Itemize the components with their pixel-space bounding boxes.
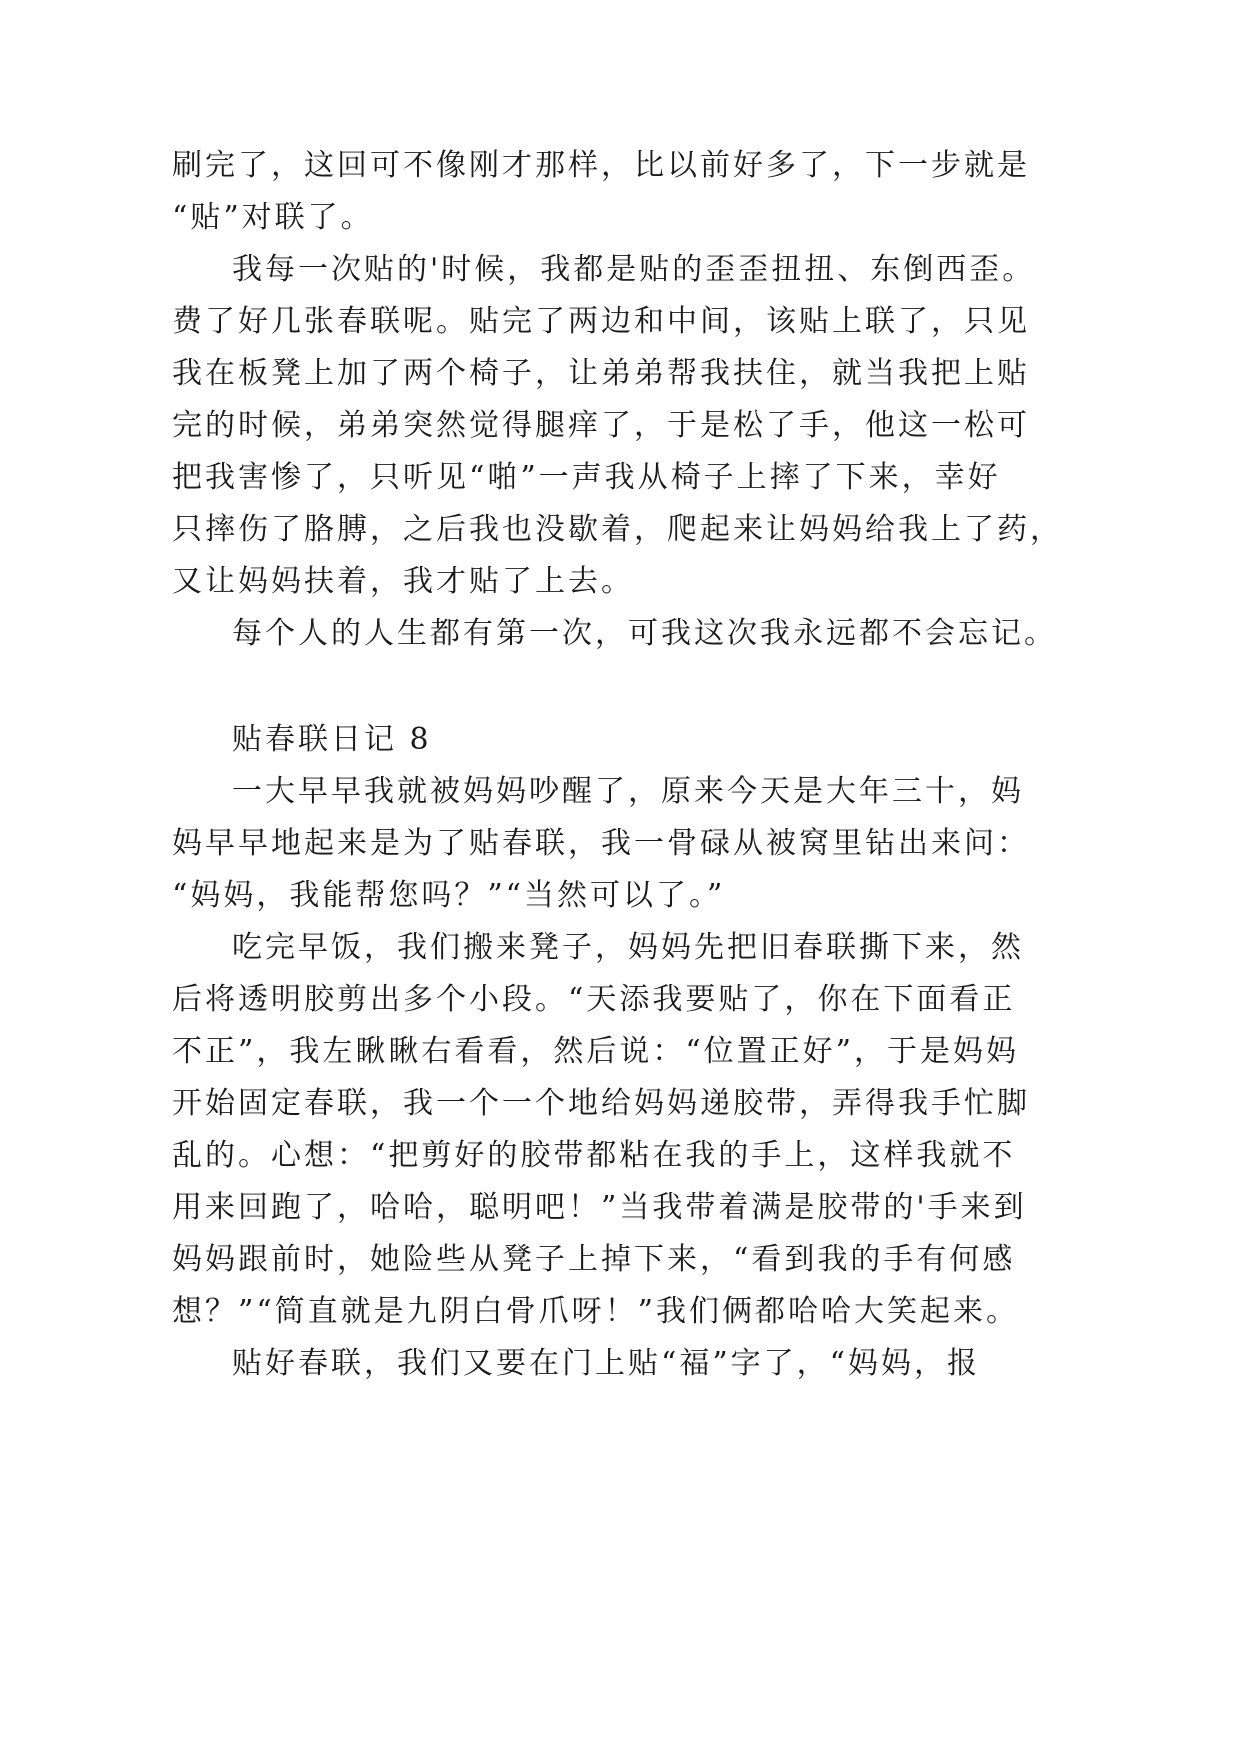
paragraph-line: 我每一次贴的'时候，我都是贴的歪歪扭扭、东倒西歪。 — [232, 252, 1036, 287]
paragraph-line: 又让妈妈扶着，我才贴了上去。 — [172, 564, 634, 599]
paragraph-line: 每个人的人生都有第一次，可我这次我永远都不会忘记。 — [232, 616, 1057, 651]
paragraph-line: “贴”对联了。 — [172, 200, 374, 235]
paragraph-line: 把我害惨了，只听见“啪”一声我从椅子上摔了下来，幸好 — [172, 460, 1001, 495]
paragraph-line: 贴好春联，我们又要在门上贴“福”字了，“妈妈，报 — [232, 1346, 981, 1381]
paragraph-line: 妈早早地起来是为了贴春联，我一骨碌从被窝里钻出来问： — [172, 826, 1030, 861]
paragraph-line: 不正”，我左瞅瞅右看看，然后说：“位置正好”，于是妈妈 — [172, 1034, 1020, 1069]
paragraph-line: 只摔伤了胳膊，之后我也没歇着，爬起来让妈妈给我上了药， — [172, 512, 1063, 547]
paragraph-line: 开始固定春联，我一个一个地给妈妈递胶带，弄得我手忙脚 — [172, 1086, 1030, 1121]
paragraph-line: 想？”“简直就是九阴白骨爪呀！”我们俩都哈哈大笑起来。 — [172, 1294, 1020, 1329]
paragraph-line: 用来回跑了，哈哈，聪明吧！”当我带着满是胶带的'手来到 — [172, 1190, 1027, 1225]
paragraph-line: 费了好几张春联呢。贴完了两边和中间，该贴上联了，只见 — [172, 304, 1030, 339]
paragraph-line: 刷完了，这回可不像刚才那样，比以前好多了，下一步就是 — [172, 148, 1030, 183]
paragraph-line: 完的时候，弟弟突然觉得腿痒了，于是松了手，他这一松可 — [172, 408, 1030, 443]
paragraph-line: 一大早早我就被妈妈吵醒了，原来今天是大年三十，妈 — [232, 774, 1024, 809]
paragraph-line: 乱的。心想：“把剪好的胶带都粘在我的手上，这样我就不 — [172, 1138, 1016, 1173]
paragraph-line: “妈妈，我能帮您吗？”“当然可以了。” — [172, 878, 726, 913]
paragraph-line: 妈妈跟前时，她险些从凳子上掉下来，“看到我的手有何感 — [172, 1242, 1016, 1277]
paragraph-line: 我在板凳上加了两个椅子，让弟弟帮我扶住，就当我把上贴 — [172, 356, 1030, 391]
paragraph-line: 后将透明胶剪出多个小段。“天添我要贴了，你在下面看正 — [172, 982, 1016, 1017]
section-heading: 贴春联日记 8 — [232, 722, 432, 757]
paragraph-line: 吃完早饭，我们搬来凳子，妈妈先把旧春联撕下来，然 — [232, 930, 1024, 965]
